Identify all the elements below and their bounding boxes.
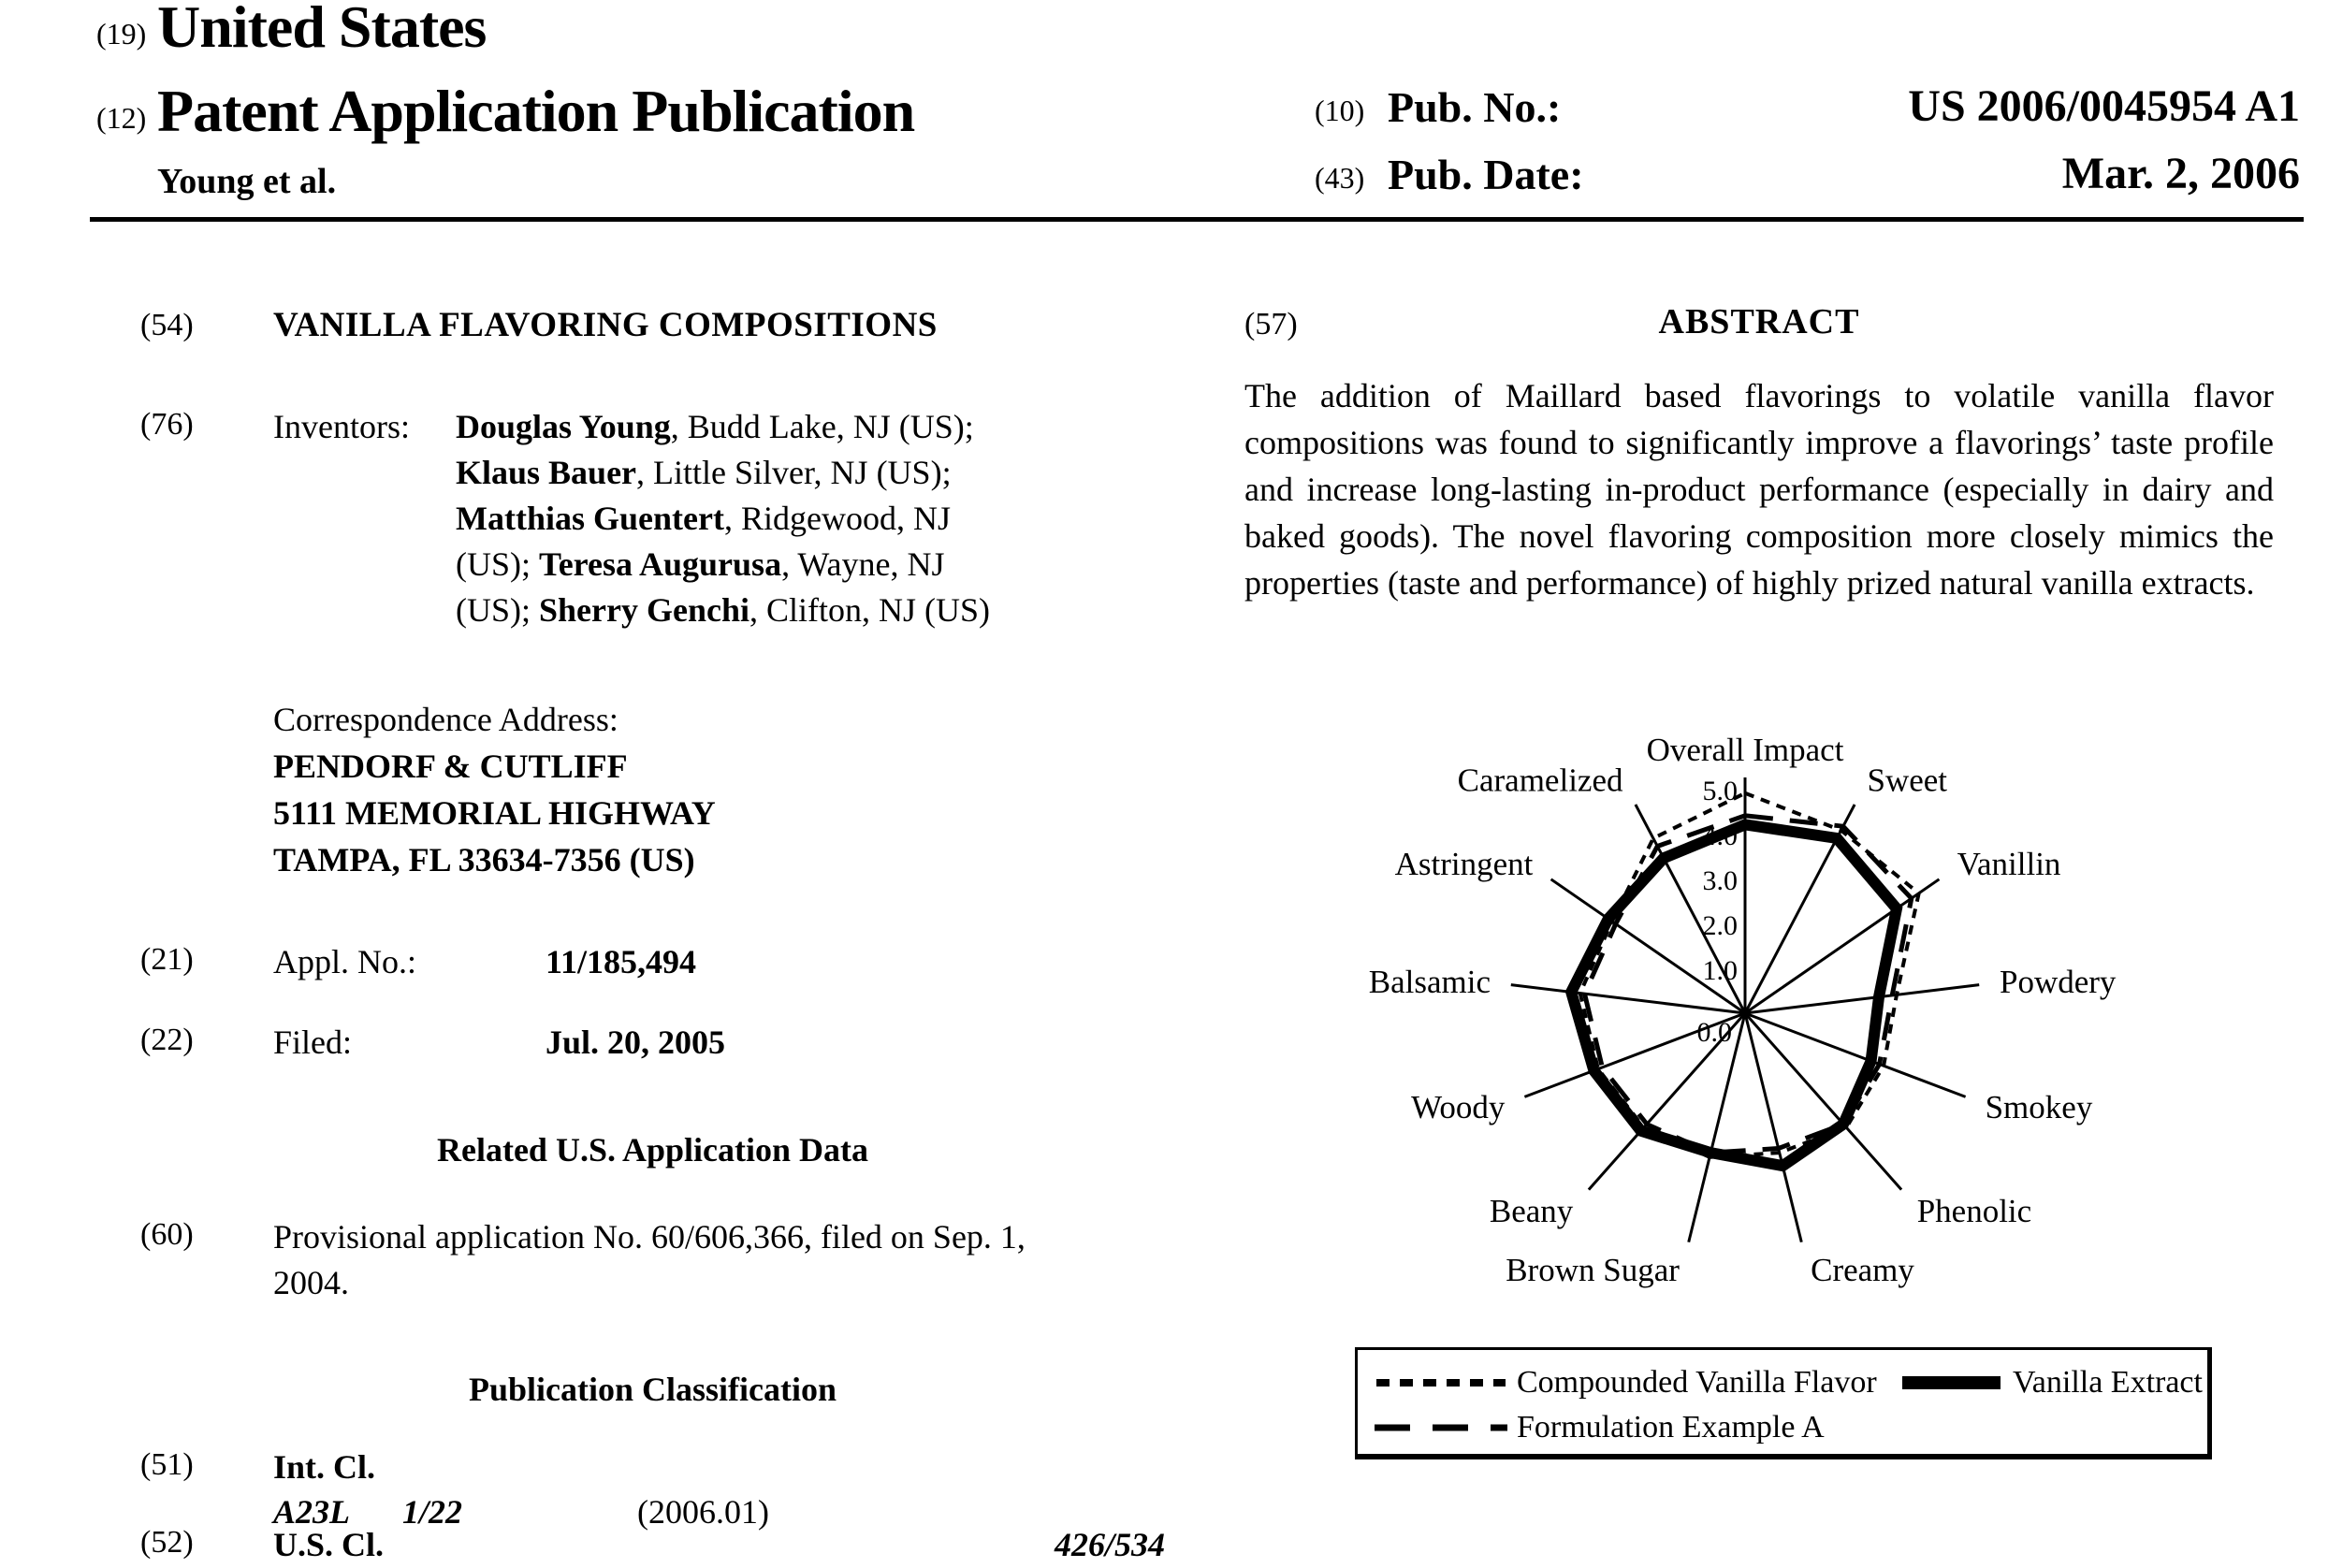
provisional-tag: (60) (140, 1217, 194, 1252)
svg-text:3.0: 3.0 (1702, 865, 1738, 896)
legend-item-compounded (1375, 1365, 1877, 1401)
related-data-heading: Related U.S. Application Data (436, 1131, 869, 1169)
correspondence-line: PENDORF & CUTLIFF (273, 748, 628, 785)
svg-text:Woody: Woody (1411, 1089, 1506, 1125)
filed-value: Jul. 20, 2005 (546, 1024, 726, 1061)
radar-chart-figure (1310, 719, 2283, 1364)
inventors-label: Inventors: (273, 408, 410, 445)
svg-text:0.0: 0.0 (1696, 1017, 1732, 1048)
svg-text:Smokey: Smokey (1985, 1089, 2093, 1125)
svg-text:Phenolic: Phenolic (1916, 1193, 2032, 1230)
dashed-line-sample (1375, 1375, 1507, 1390)
thick-solid-line-sample (1902, 1374, 2003, 1391)
appl-value: 11/185,494 (546, 943, 697, 980)
legend-item-formulation (1375, 1410, 1825, 1445)
byline: Young et al. (157, 162, 337, 201)
pub-date-value: Mar. 2, 2006 (2061, 149, 2300, 198)
correspondence-label: Correspondence Address: (273, 701, 618, 738)
svg-text:Astringent: Astringent (1394, 845, 1534, 882)
legend-item-extract (1902, 1365, 2203, 1401)
filed-tag: (22) (140, 1023, 194, 1057)
svg-text:Overall Impact: Overall Impact (1646, 732, 1844, 768)
intcl-tag: (51) (140, 1447, 194, 1482)
correspondence-block (273, 696, 716, 883)
pub-no-label: Pub. No.: (1388, 83, 1562, 131)
abstract-heading: ABSTRACT (1658, 302, 1860, 341)
svg-text:Creamy: Creamy (1811, 1251, 1914, 1288)
intcl-label: Int. Cl. (273, 1448, 376, 1486)
svg-text:5.0: 5.0 (1702, 776, 1738, 806)
pub-class-heading: Publication Classification (468, 1371, 837, 1408)
svg-text:Caramelized: Caramelized (1457, 762, 1623, 799)
svg-text:4.0: 4.0 (1702, 820, 1738, 851)
chart-legend (1355, 1347, 2212, 1459)
inventors-tag: (76) (140, 407, 194, 442)
appl-label: Appl. No.: (273, 943, 416, 980)
intcl-class: A23L (273, 1493, 351, 1531)
abstract-text: The addition of Maillard based flavorings to volatile vanilla flavor compositions was found to significantly improve a flavorings’ taste profile and increase long-lasting in-product performance (especially in dairy and baked goods). The novel flavoring composition more closely mimics the properties (taste and performance) of highly prized natural vanilla extracts. (1244, 377, 2274, 602)
svg-text:Balsamic: Balsamic (1368, 964, 1491, 1000)
provisional-text: Provisional application No. 60/606,366, filed on Sep. 1, 2004. (273, 1218, 1026, 1301)
intcl-subclass: 1/22 (402, 1493, 463, 1531)
filed-label: Filed: (273, 1024, 353, 1061)
invention-title: VANILLA FLAVORING COMPOSITIONS (273, 306, 938, 344)
header-divider (90, 217, 2304, 222)
inventor-line: (US); Sherry Genchi, Clifton, NJ (US) (456, 591, 990, 629)
svg-text:Brown Sugar: Brown Sugar (1506, 1251, 1680, 1288)
tag-43: (43) (1315, 161, 1365, 195)
svg-text:Sweet: Sweet (1867, 762, 1948, 799)
legend-label: Compounded Vanilla Flavor (1517, 1365, 1877, 1400)
publication-kind: Patent Application Publication (157, 78, 915, 144)
svg-text:Powdery: Powdery (2000, 964, 2117, 1000)
inventors-list (456, 404, 1148, 633)
long-dash-line-sample (1375, 1420, 1507, 1435)
correspondence-line: 5111 MEMORIAL HIGHWAY (273, 794, 716, 832)
inventor-line: Klaus Bauer, Little Silver, NJ (US); (456, 454, 952, 491)
legend-label: Vanilla Extract (2013, 1365, 2203, 1400)
country-name: United States (157, 0, 487, 60)
svg-text:2.0: 2.0 (1702, 910, 1738, 941)
pub-date-label: Pub. Date: (1388, 151, 1584, 198)
uscl-tag: (52) (140, 1525, 194, 1560)
inventor-line: Douglas Young, Budd Lake, NJ (US); (456, 408, 974, 445)
tag-10: (10) (1315, 94, 1365, 127)
pub-no-row (1315, 80, 2300, 140)
uscl-label: U.S. Cl. (273, 1526, 385, 1563)
legend-label: Formulation Example A (1517, 1410, 1825, 1445)
correspondence-line: TAMPA, FL 33634-7356 (US) (273, 841, 695, 878)
pub-no-value: US 2006/0045954 A1 (1908, 81, 2300, 131)
svg-text:Vanillin: Vanillin (1957, 845, 2061, 882)
title-tag: (54) (140, 308, 194, 342)
appl-tag: (21) (140, 942, 194, 977)
svg-text:Beany: Beany (1489, 1193, 1574, 1230)
tag-19: (19) (96, 17, 147, 51)
svg-text:1.0: 1.0 (1702, 955, 1738, 986)
inventor-line: (US); Teresa Augurusa, Wayne, NJ (456, 545, 945, 583)
intcl-version: (2006.01) (637, 1493, 769, 1531)
tag-12: (12) (96, 101, 147, 135)
uscl-value: 426/534 (1054, 1526, 1165, 1563)
pub-date-row (1315, 148, 2300, 208)
inventor-line: Matthias Guentert, Ridgewood, NJ (456, 500, 951, 537)
abstract-tag: (57) (1244, 307, 1298, 341)
